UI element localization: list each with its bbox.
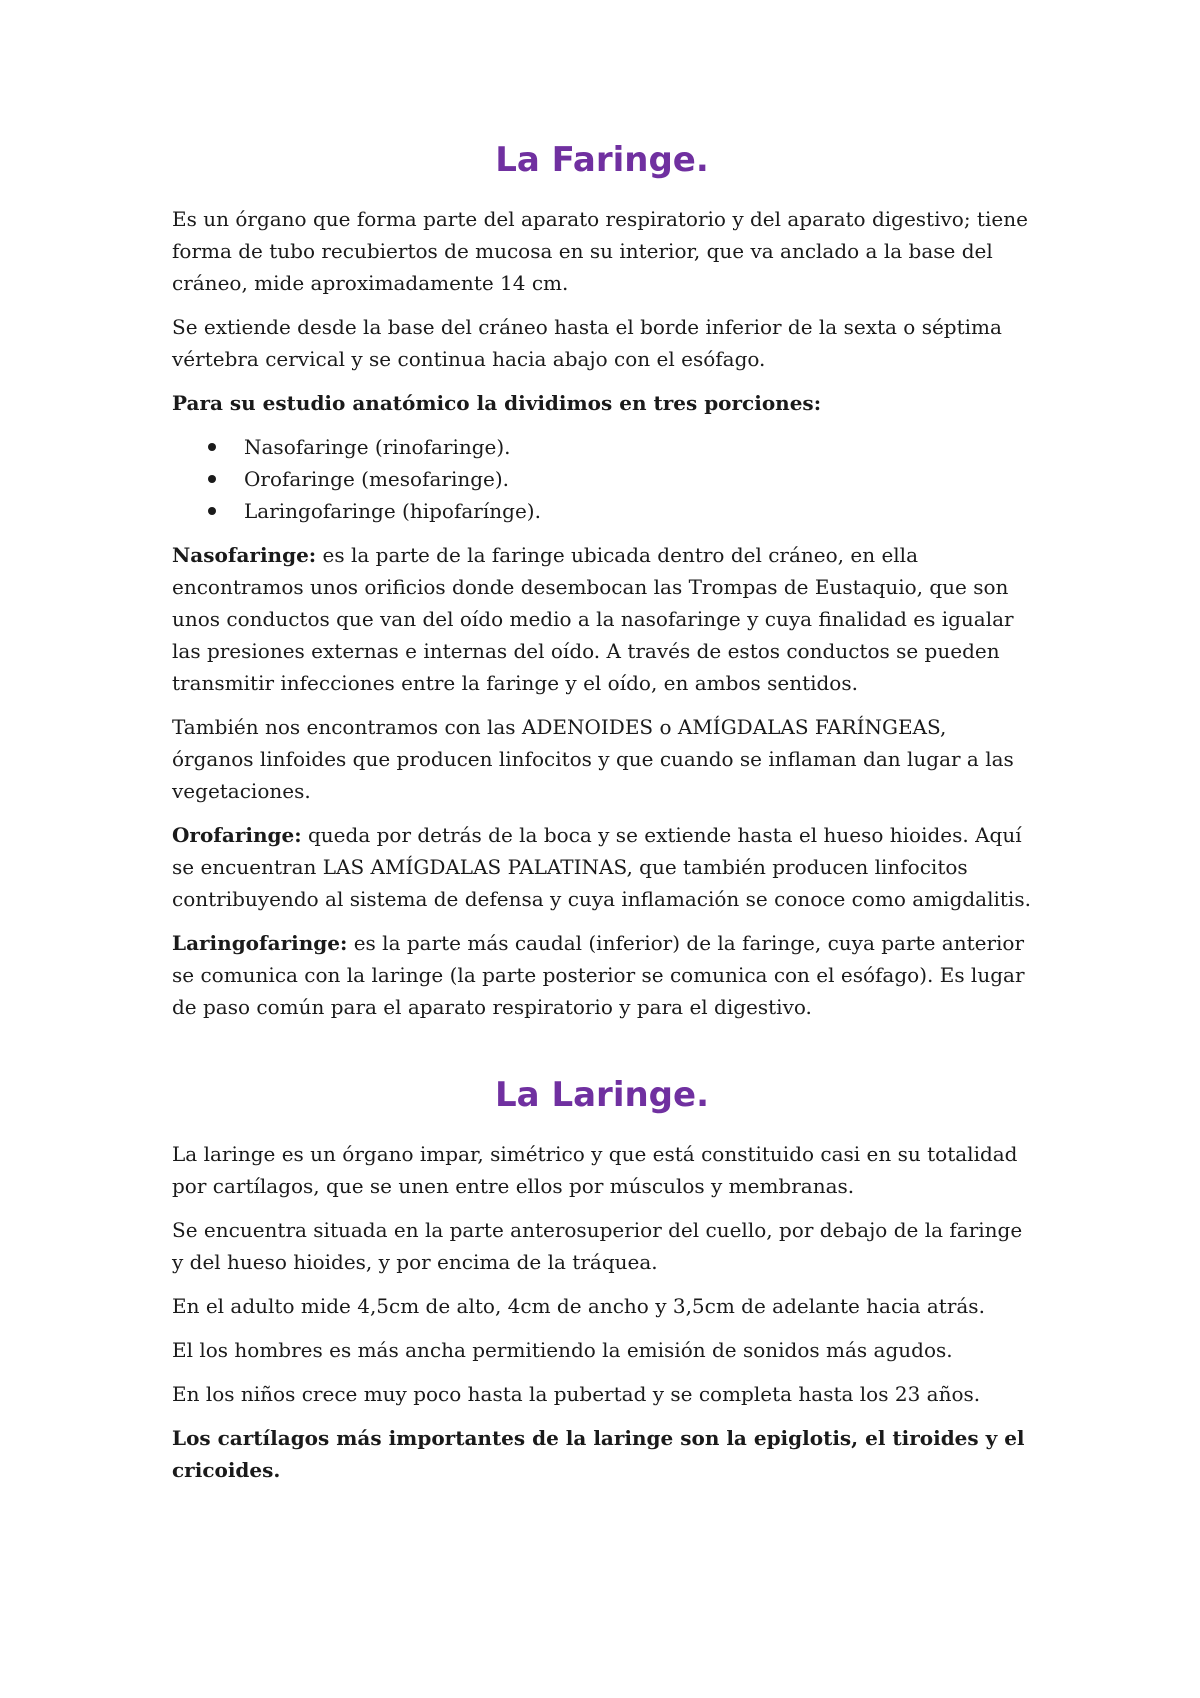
list-item: Nasofaringe (rinofaringe). xyxy=(244,431,1032,463)
laringe-paragraph-4: El los hombres es más ancha permitiendo la emisión de sonidos más agudos. xyxy=(172,1337,953,1362)
orofaringe-text: queda por detrás de la boca y se extiende hasta el hueso hioides. Aquí se encuentran LAS AMÍGDALAS PALATINAS, que también producen linfocitos contribuyendo al sistema de defensa y cuya inflamación se conoce como amigdalitis. xyxy=(172,822,1031,911)
portions-list xyxy=(172,431,1032,527)
cartilagos-heading: Los cartílagos más importantes de la laringe son la epiglotis, el tiroides y el cricoides. xyxy=(172,1425,1025,1482)
laringofaringe-label: Laringofaringe: xyxy=(172,930,348,955)
nasofaringe-label: Nasofaringe: xyxy=(172,542,317,567)
laringe-paragraph-2: Se encuentra situada en la parte anterosuperior del cuello, por debajo de la faringe y del hueso hioides, y por encima de la tráquea. xyxy=(172,1217,1023,1274)
laringe-paragraph-3: En el adulto mide 4,5cm de alto, 4cm de ancho y 3,5cm de adelante hacia atrás. xyxy=(172,1293,985,1318)
nasofaringe-text: es la parte de la faringe ubicada dentro del cráneo, en ella encontramos unos orificios donde desembocan las Trompas de Eustaquio, que son unos conductos que van del oído medio a la nasofaringe y cuya finalidad es igualar las presiones externas e internas del oído. A través de estos conductos se pueden transmitir infecciones entre la faringe y el oído, en ambos sentidos. xyxy=(172,542,1014,695)
orofaringe-paragraph xyxy=(172,819,1032,915)
study-heading: Para su estudio anatómico la dividimos en tres porciones: xyxy=(172,390,822,415)
orofaringe-label: Orofaringe: xyxy=(172,822,302,847)
laringe-paragraph-1: La laringe es un órgano impar, simétrico y que está constituido casi en su totalidad por cartílagos, que se unen entre ellos por músculos y membranas. xyxy=(172,1141,1018,1198)
faringe-paragraph-2: Se extiende desde la base del cráneo hasta el borde inferior de la sexta o séptima vértebra cervical y se continua hacia abajo con el esófago. xyxy=(172,314,1002,371)
nasofaringe-paragraph xyxy=(172,539,1032,699)
laringofaringe-text: es la parte más caudal (inferior) de la faringe, cuya parte anterior se comunica con la laringe (la parte posterior se comunica con el esófago). Es lugar de paso común para el aparato respiratorio y para el digestivo. xyxy=(172,930,1025,1019)
list-item: Orofaringe (mesofaringe). xyxy=(244,463,1032,495)
faringe-paragraph-1: Es un órgano que forma parte del aparato respiratorio y del aparato digestivo; tiene forma de tubo recubiertos de mucosa en su interior, que va anclado a la base del cráneo, mide aproximadamente 14 cm. xyxy=(172,206,1028,295)
faringe-title: La Faringe. xyxy=(495,140,709,180)
laringe-paragraph-5: En los niños crece muy poco hasta la pubertad y se completa hasta los 23 años. xyxy=(172,1381,981,1406)
laringe-title: La Laringe. xyxy=(495,1074,709,1115)
laringofaringe-paragraph xyxy=(172,927,1032,1023)
list-item: Laringofaringe (hipofarínge). xyxy=(244,495,1032,527)
adenoides-paragraph: También nos encontramos con las ADENOIDES o AMÍGDALAS FARÍNGEAS, órganos linfoides que producen linfocitos y que cuando se inflaman dan lugar a las vegetaciones. xyxy=(172,714,1014,803)
